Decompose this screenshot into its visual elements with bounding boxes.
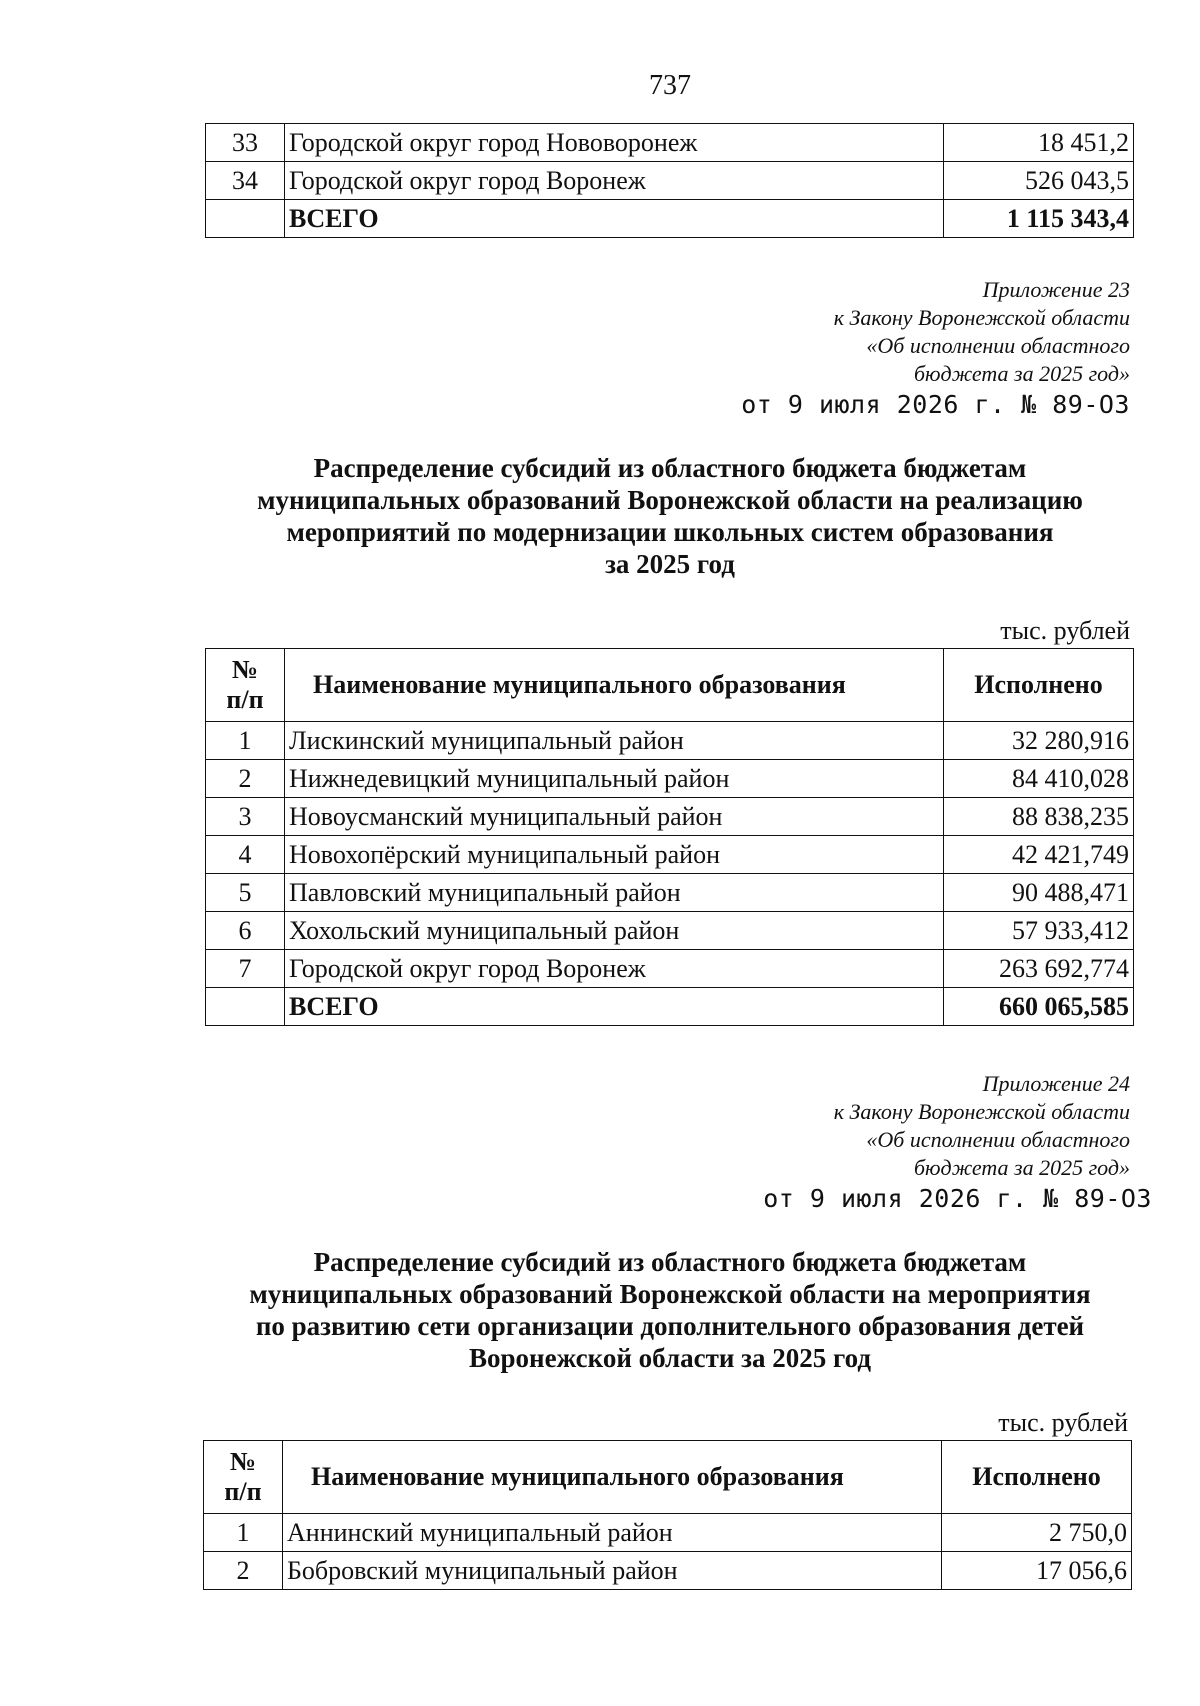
- table-row: 2 Бобровский муниципальный район 17 056,6: [204, 1552, 1132, 1590]
- row-name: Городской округ город Нововоронеж: [285, 124, 944, 162]
- section-24-title: Распределение субсидий из областного бюджета бюджетам муниципальных образований Воронежской области на мероприятия по развитию сети организации дополнительного образования детей Воронежской области за 2025 год: [249, 1247, 1091, 1373]
- page-number: 737: [649, 70, 691, 101]
- unit-label: тыс. рублей: [1000, 616, 1130, 645]
- header-value: Исполнено: [942, 1441, 1132, 1514]
- row-name: Городской округ город Воронеж: [285, 162, 944, 200]
- table-row: 3 Новоусманский муниципальный район 88 838,235: [206, 798, 1134, 836]
- table-header: [204, 1441, 1132, 1514]
- row-number: 34: [206, 162, 285, 200]
- unit-label: тыс. рублей: [998, 1408, 1128, 1437]
- law-date-stamp: от 9 июля 2026 г. № 89-ОЗ: [741, 390, 1130, 419]
- total-row: [206, 200, 1134, 238]
- table-row: 2 Нижнедевицкий муниципальный район 84 410,028: [206, 760, 1134, 798]
- table-row: 7 Городской округ город Воронеж 263 692,774: [206, 950, 1134, 988]
- appendix-law-title: бюджета за 2025 год»: [913, 1155, 1130, 1180]
- total-value: 660 065,585: [944, 988, 1134, 1026]
- header-name: Наименование муниципального образования: [285, 649, 944, 722]
- table-row: 4 Новохопёрский муниципальный район 42 421,749: [206, 836, 1134, 874]
- total-value: 1 115 343,4: [944, 200, 1134, 238]
- appendix-law: к Закону Воронежской области: [833, 1099, 1130, 1124]
- table-continuation: [205, 123, 1134, 238]
- appendix-law: к Закону Воронежской области: [833, 305, 1130, 330]
- appendix-24-header: [610, 1070, 1152, 1216]
- appendix-number: Приложение 23: [982, 277, 1130, 302]
- table-row: 6 Хохольский муниципальный район 57 933,412: [206, 912, 1134, 950]
- header-value: Исполнено: [944, 649, 1134, 722]
- table-row: 1 Лискинский муниципальный район 32 280,916: [206, 722, 1134, 760]
- appendix-law-title: «Об исполнении областного: [866, 1127, 1130, 1152]
- row-value: 18 451,2: [944, 124, 1134, 162]
- total-row: [206, 988, 1134, 1026]
- total-label: ВСЕГО: [285, 200, 944, 238]
- table-row: 5 Павловский муниципальный район 90 488,471: [206, 874, 1134, 912]
- table-section-24: [203, 1440, 1132, 1590]
- appendix-number: Приложение 24: [982, 1071, 1130, 1096]
- row-value: 526 043,5: [944, 162, 1134, 200]
- table-section-23: [205, 648, 1134, 1026]
- header-number: № п/п: [206, 649, 285, 722]
- appendix-23-header: [610, 276, 1130, 422]
- table-row: [206, 162, 1134, 200]
- section-23-title: Распределение субсидий из областного бюджета бюджетам муниципальных образований Воронежской области на реализацию мероприятий по модернизации школьных систем образования за 2025 год: [257, 453, 1083, 579]
- table-row: [206, 124, 1134, 162]
- appendix-law-title: «Об исполнении областного: [866, 333, 1130, 358]
- table-header: [206, 649, 1134, 722]
- law-date-stamp: от 9 июля 2026 г. № 89-ОЗ: [763, 1184, 1152, 1213]
- row-number: 33: [206, 124, 285, 162]
- total-label: ВСЕГО: [285, 988, 944, 1026]
- header-name: Наименование муниципального образования: [283, 1441, 942, 1514]
- table-row: 1 Аннинский муниципальный район 2 750,0: [204, 1514, 1132, 1552]
- header-number: № п/п: [204, 1441, 283, 1514]
- appendix-law-title: бюджета за 2025 год»: [913, 361, 1130, 386]
